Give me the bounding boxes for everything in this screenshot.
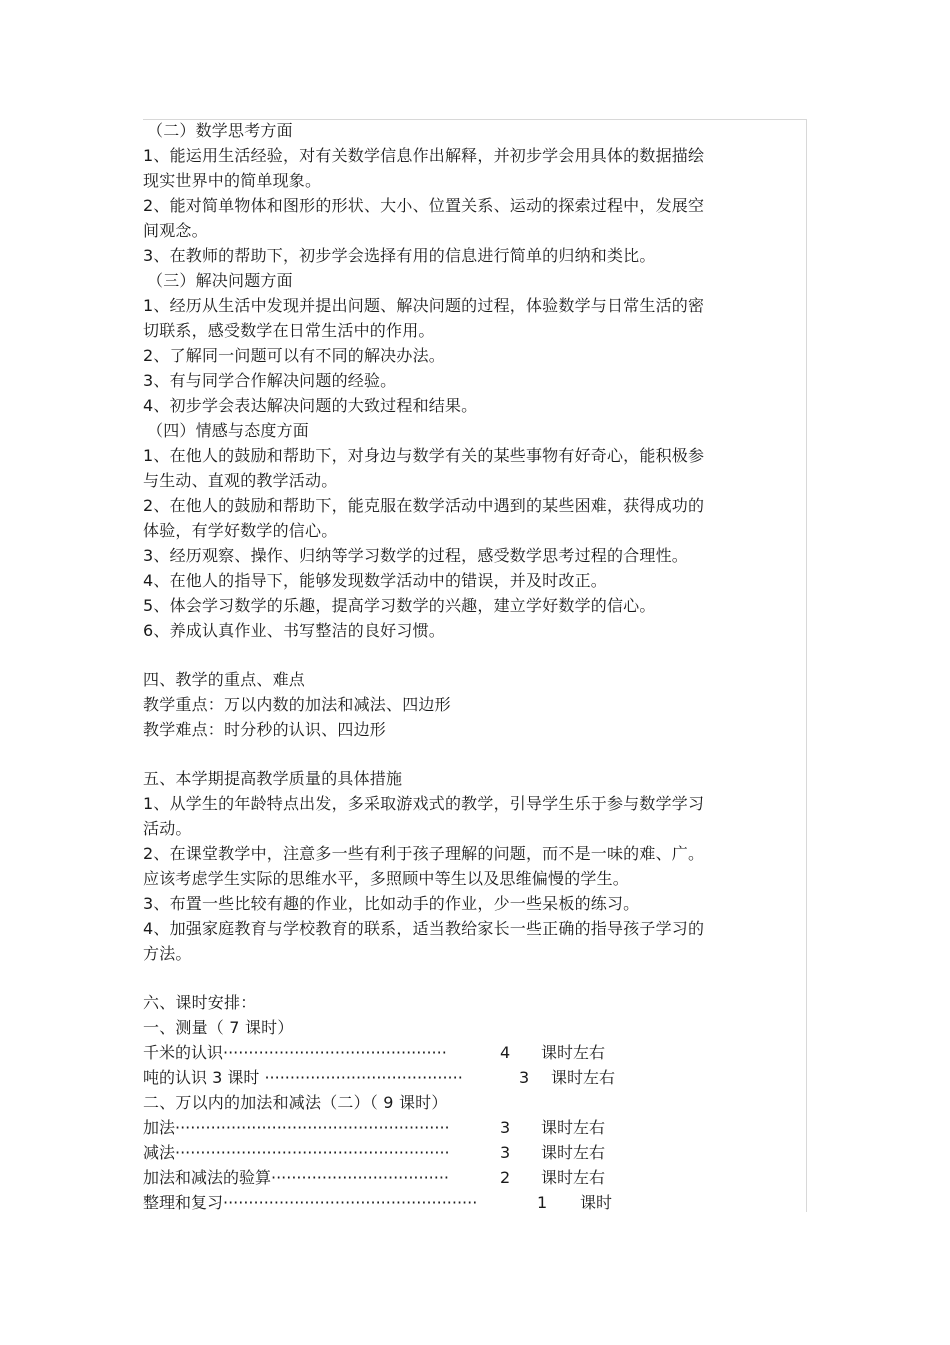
paragraph-line: 活动。 — [143, 819, 192, 838]
paragraph-line: 6、养成认真作业、书写整洁的良好习惯。 — [143, 621, 445, 640]
paragraph-line: 应该考虑学生实际的思维水平，多照顾中等生以及思维偏慢的学生。 — [143, 869, 630, 888]
paragraph-line: 5、体会学习数学的乐趣，提高学习数学的兴趣，建立学好数学的信心。 — [143, 596, 656, 615]
schedule-unit-title: 一、测量（ 7 课时） — [143, 1018, 294, 1037]
schedule-row-unit: 课时左右 — [541, 1043, 606, 1062]
paragraph-line: 与生动、直观的教学活动。 — [143, 471, 338, 490]
schedule-row — [143, 1140, 773, 1165]
schedule-row — [143, 1115, 773, 1140]
section-heading-measures: 五、本学期提高教学质量的具体措施 — [143, 769, 403, 788]
paragraph-line: 现实世界中的简单现象。 — [143, 171, 322, 190]
paragraph-line: 3、在教师的帮助下，初步学会选择有用的信息进行简单的归纳和类比。 — [143, 246, 656, 265]
schedule-row-hours: 3 — [500, 1118, 511, 1137]
paragraph-line: 1、在他人的鼓励和帮助下，对身边与数学有关的某些事物有好奇心，能积极参 — [143, 446, 705, 465]
schedule-row-unit: 课时 — [580, 1193, 613, 1212]
schedule-row-unit: 课时左右 — [541, 1168, 606, 1187]
section-heading-key-points: 四、教学的重点、难点 — [143, 670, 306, 689]
blank-line — [143, 966, 773, 990]
paragraph-line: 2、了解同一问题可以有不同的解决办法。 — [143, 346, 445, 365]
schedule-row-label: 加法······················································ — [143, 1118, 450, 1137]
schedule-row-hours: 2 — [500, 1168, 511, 1187]
paragraph-line: 1、从学生的年龄特点出发，多采取游戏式的教学，引导学生乐于参与数学学习 — [143, 794, 705, 813]
section-heading-emotion: （四）情感与态度方面 — [147, 421, 310, 440]
section-heading-math-thinking: （二）数学思考方面 — [147, 121, 293, 140]
section-heading-schedule: 六、课时安排： — [143, 993, 257, 1012]
schedule-row — [143, 1190, 773, 1215]
blank-line — [143, 742, 773, 766]
paragraph-line: 1、经历从生活中发现并提出问题、解决问题的过程，体验数学与日常生活的密 — [143, 296, 705, 315]
paragraph-line: 4、加强家庭教育与学校教育的联系，适当教给家长一些正确的指导孩子学习的 — [143, 919, 705, 938]
paragraph-line: 教学重点：万以内数的加法和减法、四边形 — [143, 695, 451, 714]
schedule-row-label: 加法和减法的验算··································· — [143, 1168, 450, 1187]
paragraph-line: 体验，有学好数学的信心。 — [143, 521, 338, 540]
paragraph-line: 4、初步学会表达解决问题的大致过程和结果。 — [143, 396, 478, 415]
paragraph-line: 方法。 — [143, 944, 192, 963]
schedule-row-hours: 3 — [519, 1068, 530, 1087]
schedule-row-label: 减法······················································ — [143, 1143, 450, 1162]
schedule-row-label: 千米的认识············································ — [143, 1043, 447, 1062]
page-frame-right-border — [806, 119, 807, 1212]
schedule-row-hours: 1 — [537, 1193, 548, 1212]
paragraph-line: 2、在他人的鼓励和帮助下，能克服在数学活动中遇到的某些困难，获得成功的 — [143, 496, 705, 515]
paragraph-line: 切联系，感受数学在日常生活中的作用。 — [143, 321, 435, 340]
paragraph-line: 教学难点：时分秒的认识、四边形 — [143, 720, 387, 739]
paragraph-line: 间观念。 — [143, 221, 208, 240]
document-content — [143, 118, 773, 1215]
schedule-row-hours: 4 — [500, 1043, 511, 1062]
schedule-row — [143, 1040, 773, 1065]
paragraph-line: 4、在他人的指导下，能够发现数学活动中的错误，并及时改正。 — [143, 571, 607, 590]
schedule-row — [143, 1165, 773, 1190]
schedule-row-unit: 课时左右 — [541, 1143, 606, 1162]
schedule-row-unit: 课时左右 — [551, 1068, 616, 1087]
schedule-unit-title: 二、万以内的加法和减法（二）（ 9 课时） — [143, 1093, 448, 1112]
blank-line — [143, 643, 773, 667]
schedule-row-unit: 课时左右 — [541, 1118, 606, 1137]
section-heading-problem-solving: （三）解决问题方面 — [147, 271, 293, 290]
paragraph-line: 3、布置一些比较有趣的作业，比如动手的作业，少一些呆板的练习。 — [143, 894, 640, 913]
schedule-row-hours: 3 — [500, 1143, 511, 1162]
paragraph-line: 1、能运用生活经验，对有关数学信息作出解释，并初步学会用具体的数据描绘 — [143, 146, 705, 165]
schedule-row-label: 吨的认识 3 课时 ······································· — [143, 1068, 463, 1087]
paragraph-line: 3、经历观察、操作、归纳等学习数学的过程，感受数学思考过程的合理性。 — [143, 546, 688, 565]
paragraph-line: 2、在课堂教学中，注意多一些有利于孩子理解的问题，而不是一味的难、广。 — [143, 844, 705, 863]
schedule-row-label: 整理和复习·················································· — [143, 1193, 478, 1212]
paragraph-line: 2、能对简单物体和图形的形状、大小、位置关系、运动的探索过程中，发展空 — [143, 196, 705, 215]
schedule-row — [143, 1065, 773, 1090]
paragraph-line: 3、有与同学合作解决问题的经验。 — [143, 371, 397, 390]
